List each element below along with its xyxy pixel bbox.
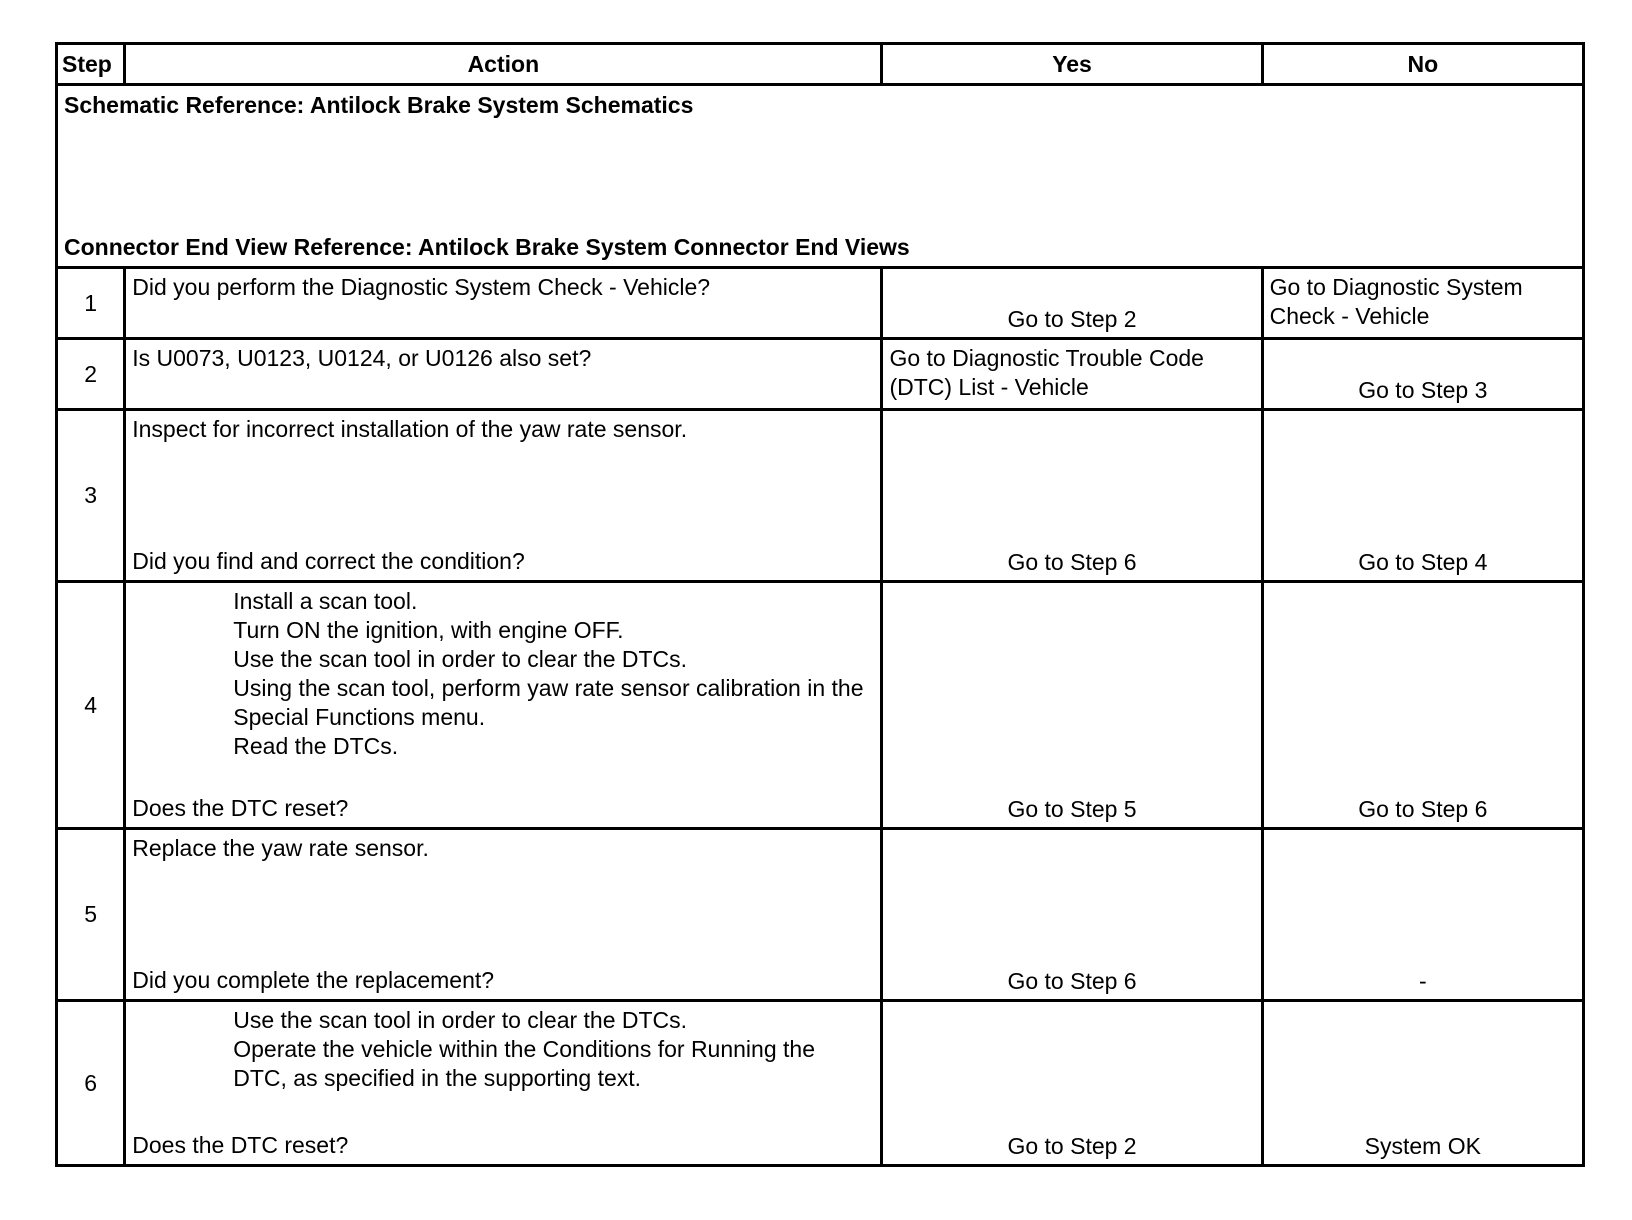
header-yes: Yes [883, 45, 1263, 86]
step-no [1264, 1002, 1585, 1167]
no-answer: System OK [1364, 1133, 1481, 1159]
step-row [58, 340, 1585, 411]
step-row [58, 583, 1585, 830]
step-action [126, 411, 883, 583]
step-row [58, 1002, 1585, 1167]
step-action [126, 340, 883, 411]
no-answer: Go to Diagnostic System Check - Vehicle [1269, 274, 1523, 329]
step-row [58, 269, 1585, 340]
step-no [1264, 830, 1585, 1002]
action-line: Use the scan tool in order to clear the DTCs. [233, 1007, 688, 1033]
step-no [1264, 411, 1585, 583]
header-no: No [1264, 45, 1585, 86]
header-step: Step [58, 45, 126, 86]
yes-answer: Go to Diagnostic Trouble Code (DTC) List - Vehicle [889, 345, 1204, 400]
no-answer: Go to Step 6 [1358, 796, 1488, 822]
step-action [126, 583, 883, 830]
no-answer: Go to Step 3 [1358, 377, 1488, 403]
action-line: Operate the vehicle within the Conditions for Running the DTC, as specified in the supporting text. [233, 1036, 815, 1091]
yes-answer: Go to Step 6 [1007, 968, 1137, 994]
action-line: Turn ON the ignition, with engine OFF. [233, 617, 624, 643]
reference-cell [58, 86, 1585, 269]
action-line: Inspect for incorrect installation of the yaw rate sensor. [132, 416, 688, 442]
action-line: Using the scan tool, perform yaw rate sensor calibration in the Special Functions menu. [233, 675, 864, 730]
step-yes [883, 340, 1263, 411]
schematic-reference: Schematic Reference: Antilock Brake System Schematics [64, 92, 694, 118]
step-yes [883, 830, 1263, 1002]
step-number: 3 [58, 411, 126, 583]
step-question: Does the DTC reset? [132, 1132, 349, 1158]
step-question: Did you find and correct the condition? [132, 548, 525, 574]
step-yes [883, 583, 1263, 830]
step-number: 4 [58, 583, 126, 830]
step-question: Is U0073, U0123, U0124, or U0126 also set? [132, 345, 592, 371]
yes-answer: Go to Step 5 [1007, 796, 1137, 822]
step-yes [883, 1002, 1263, 1167]
action-line: Use the scan tool in order to clear the DTCs. [233, 646, 688, 672]
action-line: Read the DTCs. [233, 733, 399, 759]
step-row [58, 830, 1585, 1002]
step-number: 5 [58, 830, 126, 1002]
step-question: Did you perform the Diagnostic System Check - Vehicle? [132, 274, 711, 300]
diagnostic-table [55, 42, 1585, 1167]
step-action [126, 830, 883, 1002]
no-answer: - [1418, 968, 1427, 994]
step-yes [883, 411, 1263, 583]
step-question: Did you complete the replacement? [132, 967, 495, 993]
step-no [1264, 269, 1585, 340]
step-number: 6 [58, 1002, 126, 1167]
step-number: 1 [58, 269, 126, 340]
yes-answer: Go to Step 6 [1007, 549, 1137, 575]
action-line: Install a scan tool. [233, 588, 418, 614]
step-question: Does the DTC reset? [132, 795, 349, 821]
action-line: Replace the yaw rate sensor. [132, 835, 429, 861]
no-answer: Go to Step 4 [1358, 549, 1488, 575]
connector-reference: Connector End View Reference: Antilock Brake System Connector End Views [64, 234, 910, 260]
step-no [1264, 583, 1585, 830]
reference-row [58, 86, 1585, 269]
header-action: Action [126, 45, 883, 86]
header-row [58, 45, 1585, 86]
step-row [58, 411, 1585, 583]
yes-answer: Go to Step 2 [1007, 1133, 1137, 1159]
yes-answer: Go to Step 2 [1007, 306, 1137, 332]
step-action [126, 269, 883, 340]
step-number: 2 [58, 340, 126, 411]
step-no [1264, 340, 1585, 411]
step-action [126, 1002, 883, 1167]
step-yes [883, 269, 1263, 340]
